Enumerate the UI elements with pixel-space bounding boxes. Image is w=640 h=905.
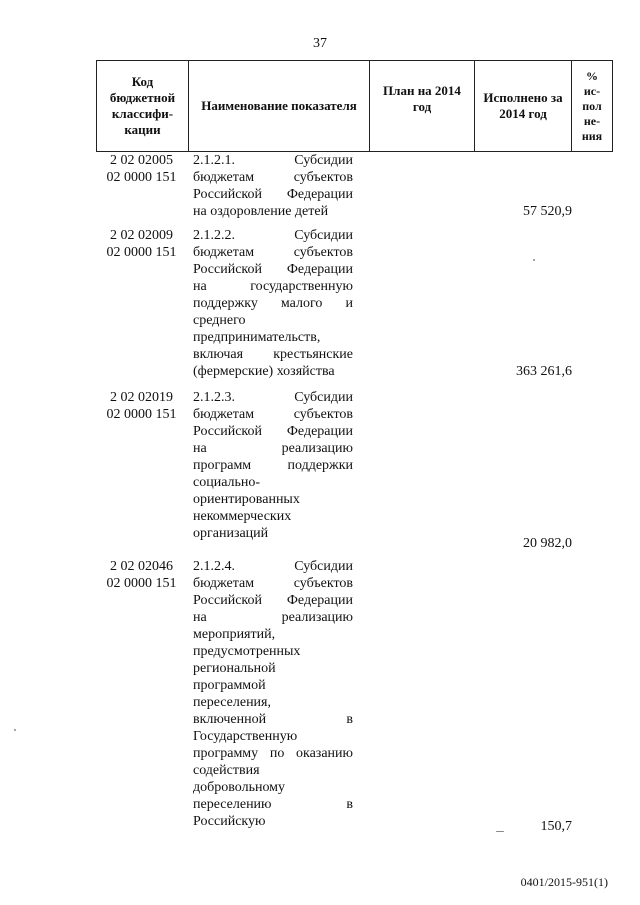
desc-line: содействия — [193, 763, 260, 778]
desc-line: Российской Федерации — [193, 593, 353, 608]
header-percent-line: не- — [583, 113, 601, 128]
desc-line: Российской Федерации — [193, 424, 353, 439]
desc-line: включенной в — [193, 712, 353, 727]
row-code-line: 02 0000 151 — [106, 170, 177, 185]
header-percent-line: ис- — [583, 83, 601, 98]
row-code-line: 02 0000 151 — [106, 576, 177, 591]
desc-line: региональной — [193, 661, 276, 676]
desc-line: 2.1.2.2. Субсидии — [193, 228, 353, 243]
desc-line: социально- — [193, 475, 261, 490]
row-executed-value: 57 520,9 — [523, 204, 572, 219]
desc-line: некоммерческих — [193, 509, 292, 524]
row-executed-value: 20 982,0 — [523, 536, 572, 551]
desc-line: на государственную — [193, 279, 353, 294]
row-code — [96, 227, 187, 261]
desc-line: Государственную — [193, 729, 298, 744]
row-code — [96, 389, 187, 423]
desc-line: организаций — [193, 526, 269, 541]
desc-line: включая крестьянские — [193, 347, 353, 362]
page-number: 37 — [313, 36, 327, 51]
scan-speck — [533, 259, 535, 261]
header-code-column — [97, 61, 189, 152]
header-code-line: бюджетной — [109, 90, 176, 105]
desc-line: переселения, — [193, 695, 271, 710]
header-name-label: Наименование показателя — [201, 98, 357, 113]
row-description — [193, 558, 353, 830]
desc-line: предусмотренных — [193, 644, 301, 659]
row-code — [96, 152, 187, 186]
desc-line: бюджетам субъектов — [193, 576, 353, 591]
row-code — [96, 558, 187, 592]
header-percent-column — [572, 61, 613, 152]
row-description — [193, 389, 353, 542]
row-code-line: 2 02 02009 — [110, 228, 173, 243]
desc-line: на оздоровление детей — [193, 204, 329, 219]
desc-line: 2.1.2.3. Субсидии — [193, 390, 353, 405]
header-plan-line: План на 2014 — [383, 83, 461, 98]
desc-line: программой — [193, 678, 266, 693]
desc-line: Российской Федерации — [193, 262, 353, 277]
row-code-line: 2 02 02046 — [110, 559, 173, 574]
row-executed-value: 363 261,6 — [516, 364, 572, 379]
header-name-column — [189, 61, 370, 152]
header-plan-line: год — [412, 99, 432, 114]
desc-line: (фермерские) хозяйства — [193, 364, 335, 379]
header-percent-line: % — [586, 68, 598, 83]
desc-line: бюджетам субъектов — [193, 407, 353, 422]
desc-line: добровольному — [193, 780, 286, 795]
desc-line: среднего — [193, 313, 246, 328]
table-header — [96, 60, 613, 152]
desc-line: на реализацию — [193, 441, 353, 456]
desc-line: поддержку малого и — [193, 296, 353, 311]
row-code-line: 02 0000 151 — [106, 245, 177, 260]
row-code-line: 2 02 02005 — [110, 153, 173, 168]
desc-line: бюджетам субъектов — [193, 245, 353, 260]
document-footer-code: 0401/2015-951(1) — [520, 875, 608, 889]
desc-line: на реализацию — [193, 610, 353, 625]
header-percent-line: ния — [581, 128, 603, 143]
scan-speck — [496, 831, 504, 832]
desc-line: Российскую — [193, 814, 266, 829]
scan-speck — [14, 729, 16, 731]
desc-line: мероприятий, — [193, 627, 276, 642]
row-code-line: 2 02 02019 — [110, 390, 173, 405]
header-code-line: классифи- — [111, 106, 174, 121]
row-description — [193, 227, 353, 380]
header-code-line: Код — [131, 74, 154, 89]
desc-line: Российской Федерации — [193, 187, 353, 202]
desc-line: переселению в — [193, 797, 353, 812]
header-executed-line: Исполнено за — [483, 90, 563, 105]
header-percent-line: пол — [582, 98, 602, 113]
row-description — [193, 152, 353, 220]
row-code-line: 02 0000 151 — [106, 407, 177, 422]
header-plan-column — [370, 61, 475, 152]
header-executed-line: 2014 год — [499, 106, 547, 121]
desc-line: ориентированных — [193, 492, 300, 507]
row-executed-value: 150,7 — [540, 819, 572, 834]
desc-line: 2.1.2.4. Субсидии — [193, 559, 353, 574]
header-code-line: кации — [124, 122, 161, 137]
desc-line: программу по оказанию — [193, 746, 353, 761]
desc-line: предпринимательств, — [193, 330, 321, 345]
desc-line: программ поддержки — [193, 458, 353, 473]
desc-line: бюджетам субъектов — [193, 170, 353, 185]
header-executed-column — [475, 61, 572, 152]
desc-line: 2.1.2.1. Субсидии — [193, 153, 353, 168]
